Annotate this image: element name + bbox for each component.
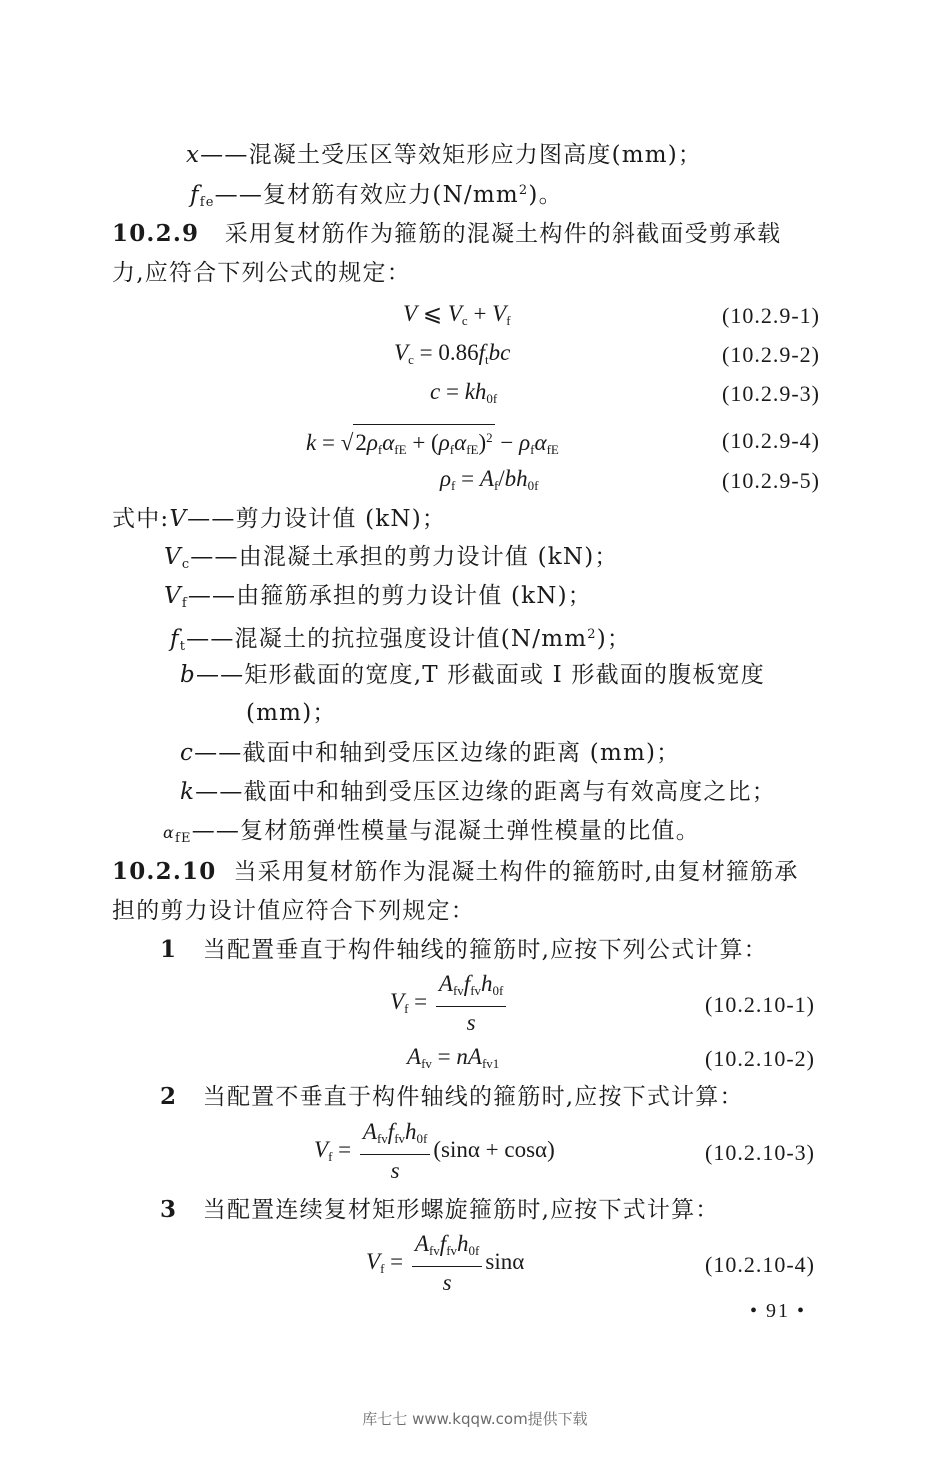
equation-number: (10.2.9-3): [722, 381, 820, 406]
equation-number: (10.2.10-4): [705, 1252, 815, 1277]
clause-10-2-10-line2: [112, 896, 475, 926]
definition-text-end: )；: [596, 626, 632, 652]
equation-number: (10.2.9-4): [722, 428, 820, 453]
definition-c: c——截面中和轴到受压区边缘的距离 (mm)；: [180, 740, 681, 766]
equation-10-2-10-3: $V_f$ = $\frac{A_{fv}f_{fv}h_{0f}}{s}$ (sinα + cosα): [314, 1119, 555, 1183]
definition-ffe: [190, 176, 563, 218]
item-number: 1: [160, 936, 178, 963]
definition-ffe-text: ——复材筋有效应力(N/mm: [214, 182, 519, 208]
trig-factor: (sinα + cosα): [433, 1136, 555, 1162]
watermark-text: 库七七 www.kqqw.com提供下载: [362, 1410, 588, 1428]
clause-number: 10.2.10: [112, 858, 217, 885]
definition-text: ——截面中和轴到受压区边缘的距离 (mm)；: [194, 740, 681, 766]
definition-text: ——混凝土的抗拉强度设计值(N/mm: [186, 626, 588, 652]
equation-10-2-10-1: $V_f$ = $\frac{A_{fv}f_{fv}h_{0f}}{s}$: [390, 970, 509, 1037]
definition-text: ——矩形截面的宽度,T 形截面或 I 形截面的腹板宽度: [195, 662, 766, 688]
definition-text: ——由混凝土承担的剪力设计值 (kN)；: [190, 544, 619, 570]
definition-x-text: ——混凝土受压区等效矩形应力图高度(mm)；: [200, 142, 703, 168]
where-prefix: 式中:: [112, 506, 170, 532]
superscript: 2: [518, 183, 529, 198]
definition-text: ——复材筋弹性模量与混凝土弹性模量的比值。: [191, 818, 700, 844]
equation-number: (10.2.10-3): [705, 1140, 815, 1165]
clause-10-2-9-line1: [112, 219, 781, 249]
equation-constant: 0.86: [438, 340, 479, 365]
definition-ffe-end: )。: [528, 182, 563, 208]
definition-k: k——截面中和轴到受压区边缘的距离与有效高度之比；: [180, 779, 776, 805]
definition-text: (mm)；: [246, 700, 337, 726]
clause-10-2-10-line1: [112, 857, 799, 887]
equation-10-2-9-2: $V_c = 0.86f_tbc$: [394, 340, 511, 367]
equation-number: (10.2.10-2): [705, 1046, 815, 1071]
equation-10-2-10-2: $A_{fv} = nA_{fv1}$: [407, 1044, 500, 1071]
definition-b-cont: [246, 698, 337, 728]
item-2: [160, 1082, 744, 1112]
clause-text: 采用复材筋作为箍筋的混凝土构件的斜截面受剪承载: [224, 221, 782, 247]
equation-10-2-9-5: $\rho_f = A_f/bh_{0f}$: [440, 466, 539, 493]
equation-10-2-9-4: $k = √2\rho_f\alpha_{fE} + (\rho_f\alpha_{fE})^2 - \rho_f\alpha_{fE}$: [306, 424, 559, 465]
clause-text: 力,应符合下列公式的规定：: [112, 260, 411, 286]
item-number: 2: [160, 1083, 178, 1110]
clause-10-2-9-line2: [112, 258, 411, 288]
symbol-subscript: fe: [199, 195, 215, 210]
definition-Vc: $V_c——$由混凝土承担的剪力设计值 (kN)；: [164, 544, 619, 572]
definition-b: b——矩形截面的宽度,T 形截面或 I 形截面的腹板宽度: [180, 662, 766, 688]
equation-number: (10.2.10-1): [705, 992, 815, 1017]
equation-10-2-9-1: V ⩽ $V_c + V_f$: [403, 301, 511, 328]
equation-number: (10.2.9-5): [722, 468, 820, 493]
item-1: [160, 935, 768, 965]
page-number: • 91 •: [750, 1300, 807, 1322]
definition-text: ——截面中和轴到受压区边缘的距离与有效高度之比；: [195, 779, 776, 805]
equation-number: (10.2.9-2): [722, 342, 820, 367]
item-text: 当配置连续复材矩形螺旋箍筋时,应按下式计算：: [202, 1197, 720, 1223]
clause-text: 当采用复材筋作为混凝土构件的箍筋时,由复材箍筋承: [233, 859, 799, 885]
symbol-f: f: [190, 182, 200, 208]
item-3: [160, 1195, 719, 1225]
definition-text: ——剪力设计值 (kN)；: [187, 506, 447, 532]
equation-number: (10.2.9-1): [722, 303, 820, 328]
equation-10-2-9-3: $c = kh_{0f}$: [430, 379, 498, 406]
item-text: 当配置垂直于构件轴线的箍筋时,应按下列公式计算：: [202, 937, 768, 963]
clause-text: 担的剪力设计值应符合下列规定：: [112, 898, 475, 924]
definition-x: [186, 140, 702, 170]
item-number: 3: [160, 1196, 178, 1223]
definition-ft: $f_t——$混凝土的抗拉强度设计值$(N/mm^2)$；: [170, 626, 632, 654]
item-text: 当配置不垂直于构件轴线的箍筋时,应按下式计算：: [202, 1084, 744, 1110]
definition-afE: $\alpha_{fE}——$复材筋弹性模量与混凝土弹性模量的比值。: [163, 818, 700, 846]
definition-Vf: $V_f——$由箍筋承担的剪力设计值 (kN)；: [164, 583, 592, 611]
definition-text: ——由箍筋承担的剪力设计值 (kN)；: [187, 583, 592, 609]
clause-number: 10.2.9: [112, 220, 200, 247]
symbol-x: x: [186, 142, 201, 168]
equation-10-2-10-4: $V_f$ = $\frac{A_{fv}f_{fv}h_{0f}}{s}$ sinα: [366, 1231, 525, 1295]
trig-factor: sinα: [485, 1248, 525, 1274]
definition-V: 式中:V——剪力设计值 (kN)；: [112, 506, 447, 532]
